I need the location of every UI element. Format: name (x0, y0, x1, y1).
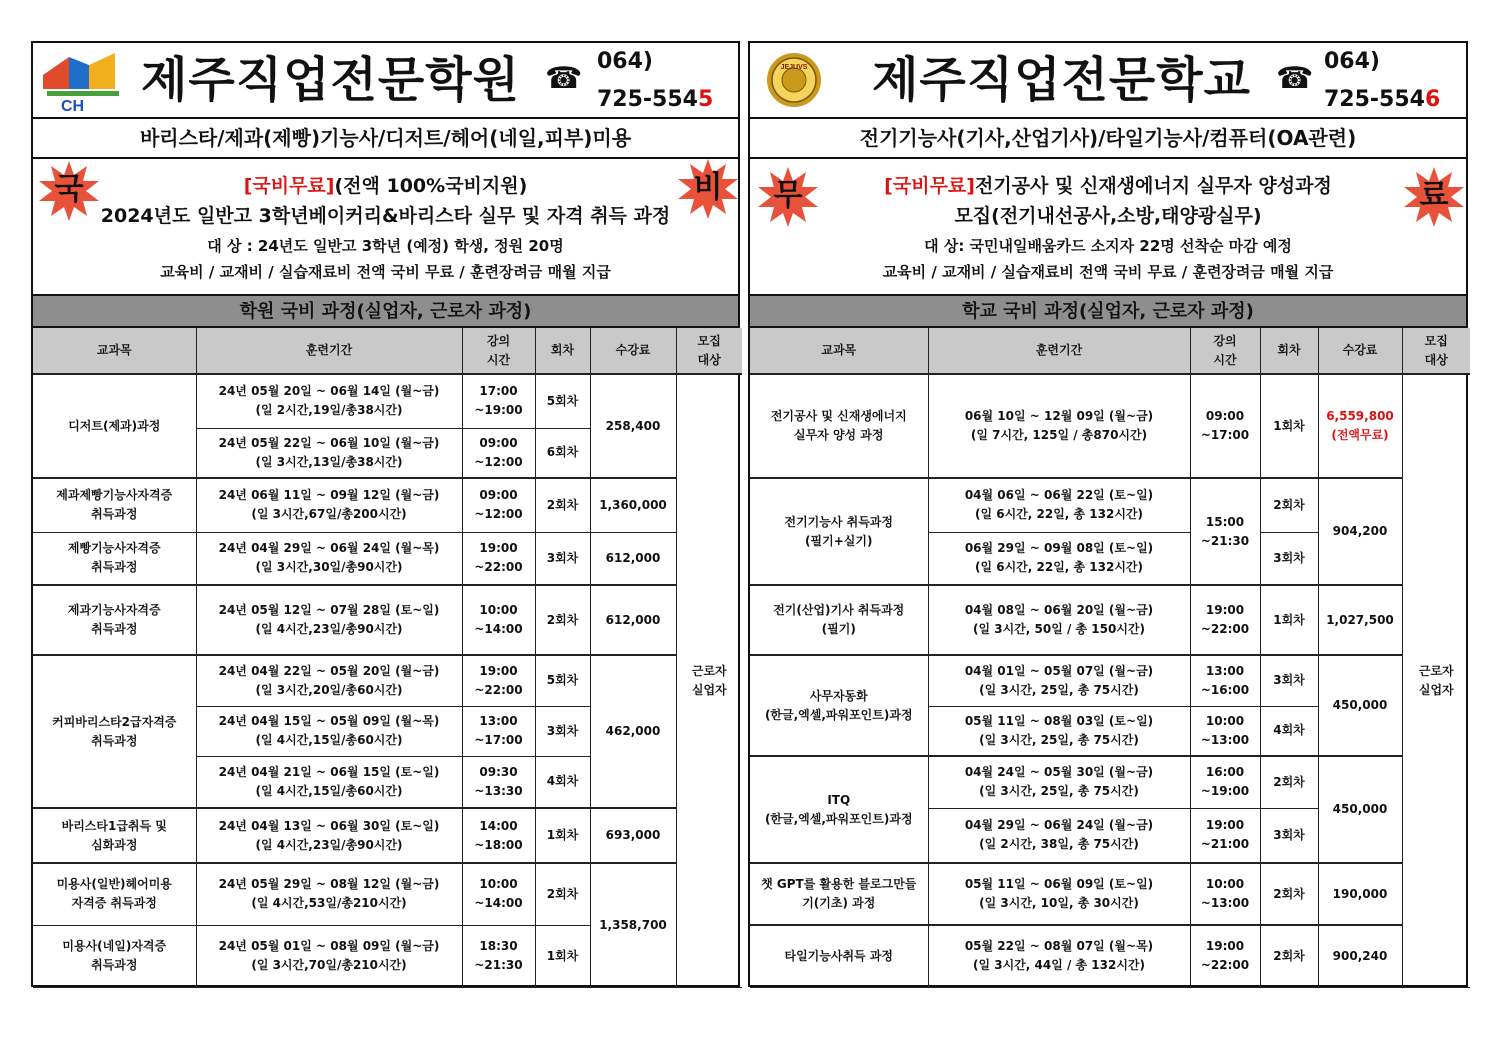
free-tag: [국비무료] (243, 175, 335, 197)
phone-icon: ☎ (1276, 61, 1314, 96)
col-header-course: 교과목 (750, 328, 928, 374)
round: 2회차 (1260, 925, 1318, 987)
academy-phone-main: 725-554 (597, 87, 698, 112)
col-header-period: 훈련기간 (928, 328, 1190, 374)
school-title: 제주직업전문학교 (872, 52, 1251, 108)
round: 5회차 (535, 655, 590, 706)
course-name: 전기기능사 취득과정 (필기+실기) (750, 478, 928, 585)
tuition-fee: 904,200 (1318, 478, 1402, 585)
training-period: 05월 11일 ~ 06월 09일 (토~일) (일 3시간, 10일, 총 30시간) (928, 863, 1190, 925)
table-row (750, 478, 1470, 532)
class-time: 18:30 ~21:30 (462, 925, 535, 987)
round: 4회차 (535, 756, 590, 808)
table-row (750, 585, 1470, 655)
table-row (750, 756, 1470, 808)
round: 3회차 (1260, 532, 1318, 585)
tuition-fee: 612,000 (590, 585, 676, 655)
col-header-time: 강의 시간 (1190, 328, 1260, 374)
training-period: 24년 05월 12일 ~ 07월 28일 (토~일) (일 4시간,23일/총90시간) (196, 585, 462, 655)
training-period: 05월 11일 ~ 08월 03일 (토~일) (일 3시간, 25일, 총 75시간) (928, 706, 1190, 756)
training-period: 06월 10일 ~ 12월 09일 (월~금) (일 7시간, 125일 / 총870시간) (928, 374, 1190, 478)
round: 3회차 (535, 706, 590, 756)
school-header (750, 43, 1466, 119)
course-name: 제과기능사자격증 취득과정 (33, 585, 196, 655)
academy-schedule-table (33, 328, 742, 988)
course-name: 커피바리스타2급자격증 취득과정 (33, 655, 196, 808)
round: 2회차 (1260, 478, 1318, 532)
col-header-time: 강의 시간 (462, 328, 535, 374)
col-header-round: 회차 (535, 328, 590, 374)
training-period: 24년 06월 11일 ~ 09월 12일 (월~금) (일 3시간,67일/총200시간) (196, 478, 462, 532)
training-period: 24년 05월 29일 ~ 08월 12일 (월~금) (일 4시간,53일/총210시간) (196, 863, 462, 925)
tuition-fee: 693,000 (590, 808, 676, 863)
academy-logo-text: CH (61, 98, 85, 113)
tuition-fee: 190,000 (1318, 863, 1402, 925)
class-time: 15:00 ~21:30 (1190, 478, 1260, 585)
round: 1회차 (1260, 585, 1318, 655)
class-time: 17:00 ~19:00 (462, 374, 535, 428)
round: 5회차 (535, 374, 590, 428)
round: 1회차 (535, 925, 590, 987)
table-row (33, 863, 742, 925)
school-promo (750, 159, 1466, 296)
academy-panel (31, 41, 740, 987)
promo-benefits: 교육비 / 교재비 / 실습재료비 전액 국비 무료 / 훈련장려금 매월 지급 (160, 263, 611, 281)
training-period: 05월 22일 ~ 08월 07일 (월~목) (일 3시간, 44일 / 총 132시간) (928, 925, 1190, 987)
training-period: 04월 01일 ~ 05월 07일 (월~금) (일 3시간, 25일, 총 75시간) (928, 655, 1190, 706)
recruit-target: 근로자 실업자 (1402, 374, 1470, 987)
promo-line-2: 모집(전기내선공사,소방,태양광실무) (954, 205, 1262, 227)
round: 3회차 (1260, 655, 1318, 706)
table-row (33, 655, 742, 706)
tuition-fee: 1,027,500 (1318, 585, 1402, 655)
class-time: 09:00 ~12:00 (462, 478, 535, 532)
course-name: 미용사(일반)헤어미용 자격증 취득과정 (33, 863, 196, 925)
promo-benefits: 교육비 / 교재비 / 실습재료비 전액 국비 무료 / 훈련장려금 매월 지급 (882, 263, 1334, 281)
class-time: 19:00 ~22:00 (462, 655, 535, 706)
course-name: 디저트(제과)과정 (33, 374, 196, 478)
table-row (33, 532, 742, 585)
training-period: 24년 05월 01일 ~ 08월 09일 (월~금) (일 3시간,70일/총210시간) (196, 925, 462, 987)
school-phone-main: 725-554 (1324, 87, 1425, 112)
school-phone-last-digit: 6 (1424, 87, 1441, 112)
table-header-row (750, 328, 1470, 374)
table-row (33, 478, 742, 532)
academy-title: 제주직업전문학원 (141, 52, 520, 108)
academy-logo-icon (39, 49, 123, 113)
training-period: 24년 05월 20일 ~ 06월 14일 (월~금) (일 2시간,19일/총38시간) (196, 374, 462, 428)
academy-phone-area: 064) (597, 49, 653, 74)
promo-line-1-rest: (전액 100%국비지원) (334, 175, 528, 197)
school-schedule-table (750, 328, 1470, 988)
class-time: 14:00 ~18:00 (462, 808, 535, 863)
class-time: 10:00 ~13:00 (1190, 706, 1260, 756)
academy-subjects: 바리스타/제과(제빵)기능사/디저트/헤어(네일,피부)미용 (33, 119, 738, 159)
col-header-round: 회차 (1260, 328, 1318, 374)
class-time: 09:00 ~12:00 (462, 428, 535, 478)
school-subjects: 전기기능사(기사,산업기사)/타일기능사/컴퓨터(OA관련) (750, 119, 1466, 159)
col-header-fee: 수강료 (1318, 328, 1402, 374)
course-name: 바리스타1급취득 및 심화과정 (33, 808, 196, 863)
tuition-fee: 258,400 (590, 374, 676, 478)
table-row (33, 585, 742, 655)
round: 1회차 (535, 808, 590, 863)
class-time: 19:00 ~22:00 (1190, 925, 1260, 987)
training-period: 04월 08일 ~ 06월 20일 (월~금) (일 3시간, 50일 / 총 150시간) (928, 585, 1190, 655)
table-row (750, 374, 1470, 478)
course-name: 전기공사 및 신재생에너지 실무자 양성 과정 (750, 374, 928, 478)
table-row (750, 863, 1470, 925)
school-phone-number (1324, 85, 1440, 115)
training-period: 24년 04월 29일 ~ 06월 24일 (월~목) (일 3시간,30일/총90시간) (196, 532, 462, 585)
course-name: ITQ (한글,엑셀,파워포인트)과정 (750, 756, 928, 863)
training-period: 24년 04월 21일 ~ 06월 15일 (토~일) (일 4시간,15일/총60시간) (196, 756, 462, 808)
promo-line-1-rest: 전기공사 및 신재생에너지 실무자 양성과정 (974, 175, 1332, 197)
tuition-fee: 1,360,000 (590, 478, 676, 532)
table-row (33, 808, 742, 863)
school-seal-icon (766, 52, 822, 108)
table-row (750, 925, 1470, 987)
course-name: 타일기능사취득 과정 (750, 925, 928, 987)
academy-header (33, 43, 738, 119)
class-time: 10:00 ~13:00 (1190, 863, 1260, 925)
round: 1회차 (1260, 374, 1318, 478)
recruit-target: 근로자 실업자 (676, 374, 742, 987)
school-phone-area: 064) (1324, 49, 1380, 74)
tuition-fee: 462,000 (590, 655, 676, 808)
tuition-fee: 1,358,700 (590, 863, 676, 987)
class-time: 09:30 ~13:30 (462, 756, 535, 808)
training-period: 24년 04월 13일 ~ 06월 30일 (토~일) (일 4시간,23일/총90시간) (196, 808, 462, 863)
school-panel (748, 41, 1468, 987)
promo-line-1 (33, 173, 738, 199)
col-header-fee: 수강료 (590, 328, 676, 374)
course-name: 제빵기능사자격증 취득과정 (33, 532, 196, 585)
training-period: 24년 04월 15일 ~ 05월 09일 (월~목) (일 4시간,15일/총60시간) (196, 706, 462, 756)
badge-right-text: 료 (1419, 178, 1449, 213)
promo-target: 대 상: 국민내일배움카드 소지자 22명 선착순 마감 예정 (924, 237, 1292, 255)
promo-target: 대 상 : 24년도 일반고 3학년 (예정) 학생, 정원 20명 (207, 237, 564, 255)
training-period: 24년 05월 22일 ~ 06월 10일 (월~금) (일 3시간,13일/총38시간) (196, 428, 462, 478)
course-name: 사무자동화 (한글,엑셀,파워포인트)과정 (750, 655, 928, 756)
tuition-fee: 900,240 (1318, 925, 1402, 987)
round: 3회차 (1260, 808, 1318, 863)
section-title: 학원 국비 과정(실업자, 근로자 과정) (33, 296, 738, 328)
promo-line-1 (750, 173, 1466, 199)
training-period: 04월 06일 ~ 06월 22일 (토~일) (일 6시간, 22일, 총 132시간) (928, 478, 1190, 532)
round: 4회차 (1260, 706, 1318, 756)
table-row (750, 655, 1470, 706)
class-time: 13:00 ~17:00 (462, 706, 535, 756)
class-time: 10:00 ~14:00 (462, 863, 535, 925)
col-header-course: 교과목 (33, 328, 196, 374)
class-time: 19:00 ~22:00 (462, 532, 535, 585)
round: 2회차 (535, 585, 590, 655)
tuition-fee: 612,000 (590, 532, 676, 585)
tuition-fee: 450,000 (1318, 655, 1402, 756)
section-title: 학교 국비 과정(실업자, 근로자 과정) (750, 296, 1466, 328)
badge-left-text: 무 (773, 178, 803, 213)
course-name: 제과제빵기능사자격증 취득과정 (33, 478, 196, 532)
col-header-target: 모집 대상 (676, 328, 742, 374)
table-header-row (33, 328, 742, 374)
school-seal-text: JEJUVS (780, 64, 808, 71)
col-header-period: 훈련기간 (196, 328, 462, 374)
phone-icon: ☎ (545, 61, 583, 96)
round: 2회차 (1260, 863, 1318, 925)
col-header-target: 모집 대상 (1402, 328, 1470, 374)
table-row (33, 374, 742, 428)
class-time: 19:00 ~22:00 (1190, 585, 1260, 655)
round: 2회차 (535, 863, 590, 925)
course-name: 전기(산업)기사 취득과정 (필기) (750, 585, 928, 655)
training-period: 24년 04월 22일 ~ 05월 20일 (월~금) (일 3시간,20일/총60시간) (196, 655, 462, 706)
training-period: 04월 24일 ~ 05월 30일 (월~금) (일 3시간, 25일, 총 75시간) (928, 756, 1190, 808)
course-name: 미용사(네일)자격증 취득과정 (33, 925, 196, 987)
promo-line-2: 2024년도 일반고 3학년베이커리&바리스타 실무 및 자격 취득 과정 (100, 205, 671, 227)
badge-left-text: 국 (54, 172, 84, 207)
training-period: 06월 29일 ~ 09월 08일 (토~일) (일 6시간, 22일, 총 132시간) (928, 532, 1190, 585)
class-time: 19:00 ~21:00 (1190, 808, 1260, 863)
academy-promo (33, 159, 738, 296)
tuition-fee: 450,000 (1318, 756, 1402, 863)
course-name: 챗 GPT를 활용한 블로그만들 기(기초) 과정 (750, 863, 928, 925)
class-time: 09:00 ~17:00 (1190, 374, 1260, 478)
academy-phone-number (597, 85, 713, 115)
free-tag: [국비무료] (884, 175, 975, 197)
tuition-fee: 6,559,800 (전액무료) (1318, 374, 1402, 478)
badge-right-text: 비 (693, 170, 723, 205)
round: 2회차 (535, 478, 590, 532)
training-period: 04월 29일 ~ 06월 24일 (월~금) (일 2시간, 38일, 총 75시간) (928, 808, 1190, 863)
academy-phone-last-digit: 5 (697, 87, 714, 112)
round: 2회차 (1260, 756, 1318, 808)
round: 6회차 (535, 428, 590, 478)
class-time: 16:00 ~19:00 (1190, 756, 1260, 808)
round: 3회차 (535, 532, 590, 585)
class-time: 13:00 ~16:00 (1190, 655, 1260, 706)
class-time: 10:00 ~14:00 (462, 585, 535, 655)
